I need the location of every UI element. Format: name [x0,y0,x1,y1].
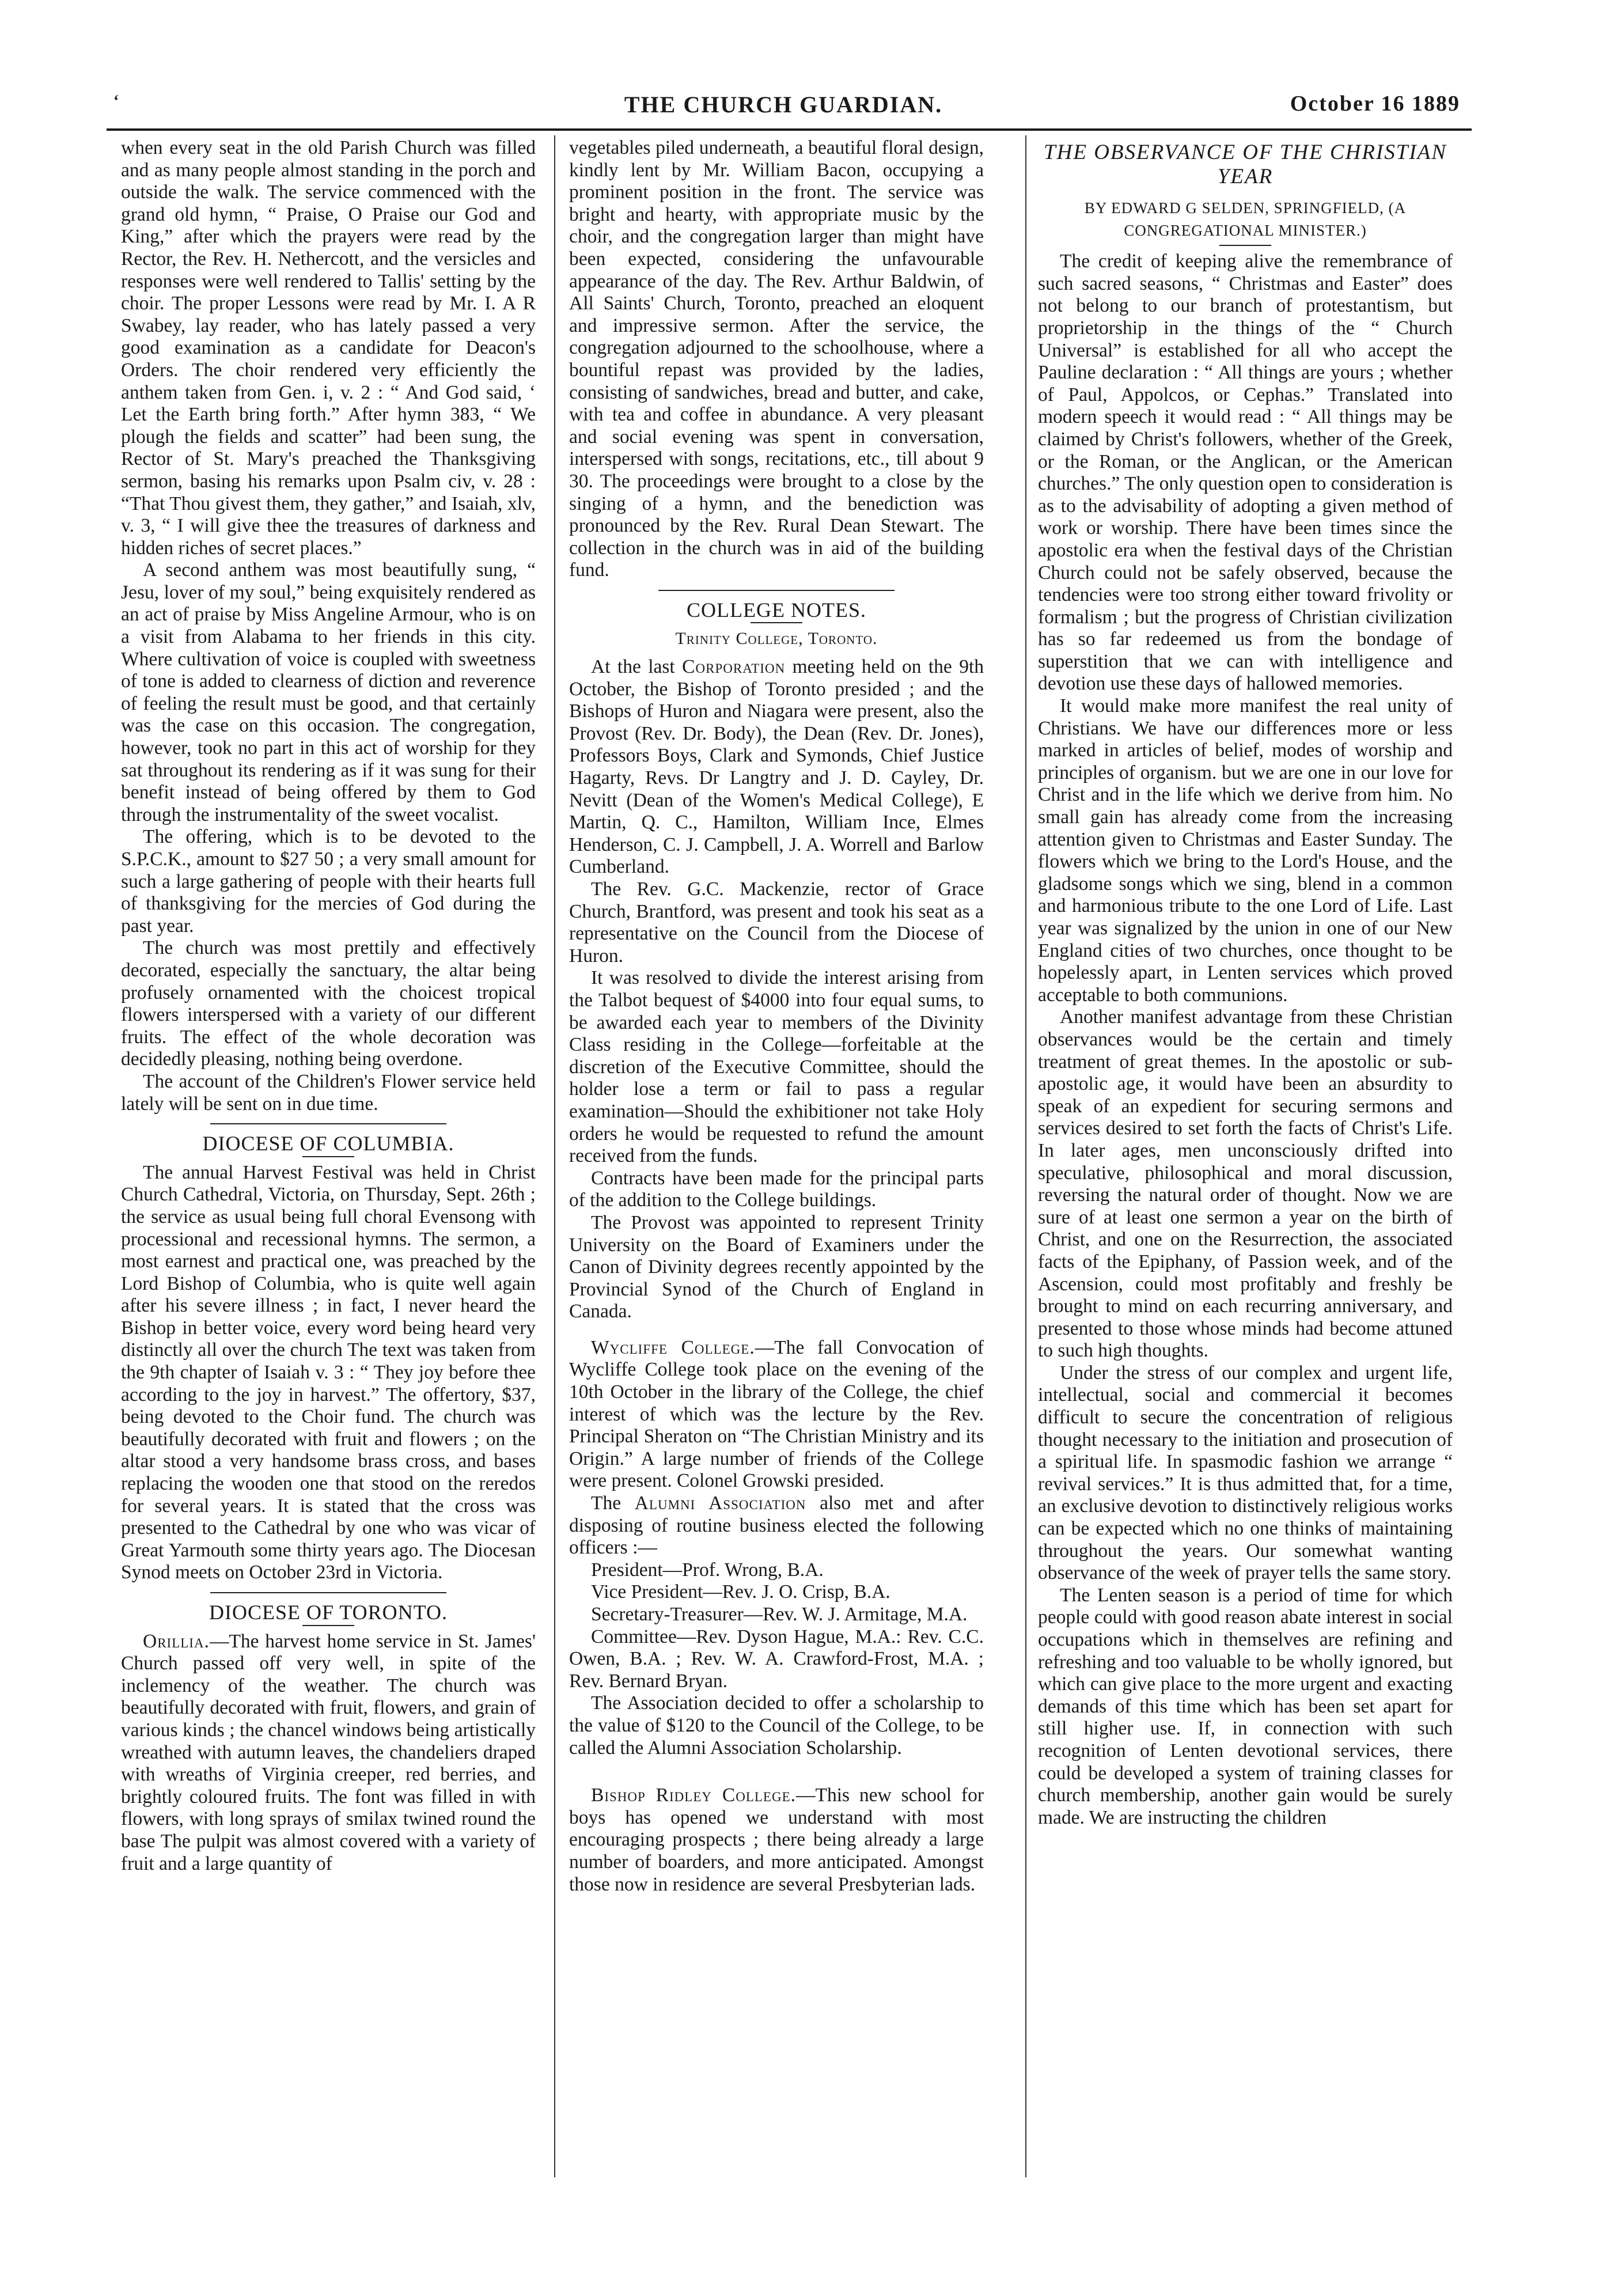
section-heading-columbia: DIOCESE OF COLUMBIA. [202,1132,454,1155]
paragraph-text: The [591,1492,635,1514]
article-paragraph: It was resolved to divide the interest arising from the Talbot bequest of $4000 into four equal sums, to be awarded each year to members of the Divinity Class residing in the College—forfeitable at the discretion of the Executive Committee, should the holder lose a term or fail to pass a regular examination—Should the exhibitioner not take Holy orders he would be requested to refund the amount received from the funds. [569,967,984,1167]
paragraph-text: —The fall Convocation of Wycliffe College took place on the evening of the 10th October in the library of the College, the chief interest of which was the lecture by the Rev. Principal Sheraton on “The Christian Ministry and its Origin.” A large number of friends of the College were present. Colonel Growski presided. [569,1336,984,1492]
section-heading-college-notes: COLLEGE NOTES. [687,598,866,622]
column-divider [1025,135,1026,2177]
small-caps-term: Alumni Association [634,1492,806,1514]
column-right [1038,137,1453,2176]
article-paragraph: The church was most prettily and effectively decorated, especially the sanctuary, the altar being profusely ornamented with the choicest tropical flowers interspersed with a variety of our different fruits. The effect of the whole decoration was decidedly pleasing, nothing being overdone. [121,937,536,1070]
article-paragraph [569,656,984,878]
article-paragraph: The Provost was appointed to represent Trinity University on the Board of Examiners under the Canon of Divinity degrees recently appointed by the Provincial Synod of the Church of England in Canada. [569,1211,984,1323]
paragraph-text: —This new school for boys has opened we understand with most encouraging prospects ; there being already a large number of boarders, and more anticipated. Amongst those now in residence are several Presbyterian lads. [569,1784,984,1895]
paragraph-text: also met and after disposing of routine business elected the following officers :— [569,1492,984,1559]
article-paragraph: The credit of keeping alive the remembrance of such sacred seasons, “ Christmas and Easter” does not belong to our branch of protestantism, but proprietorship in the things of the “ Church Universal” is established for all who accept the Pauline declaration : “ All things are yours ; whether of Paul, Appolcos, or Cephas.” Translated into modern speech it would read : “ All things may be claimed by Christ's followers, whether of the Greek, or the Roman, or the Anglican, or the American churches.” The only question open to consideration is as to the advisability of adopting a given method of work or worship. There have been times since the apostolic era when the festival days of the Christian Church could not be safely observed, because the tendencies were too strong either toward frivolity or formalism ; but the progress of Christian civilization has so far redeemed us from the bondage of superstition that we can with intelligence and devotion use these days of hallowed memories. [1038,251,1453,695]
officer-line: Vice President—Rev. J. O. Crisp, B.A. [591,1581,890,1603]
newspaper-title: THE CHURCH GUARDIAN. [624,92,943,118]
run-in-heading: Orillia. [143,1630,210,1652]
section-rule [210,1592,446,1593]
article-byline: BY EDWARD G SELDEN, SPRINGFIELD, (A CONGREGATIONAL MINISTER.) [1084,199,1407,239]
article-title: THE OBSERVANCE OF THE CHRISTIAN YEAR [1044,141,1447,188]
paragraph-text: At the last [591,656,683,678]
article-paragraph [121,1631,536,1876]
article-paragraph: when every seat in the old Parish Church was filled and as many people almost standing in the porch and outside the walk. The service commenced with the grand old hymn, “ Praise, O Praise our God and King,” after which the prayers were read by the Rector, the Rev. H. Nethercott, and the versicles and responses were well rendered to Tallis' setting by the choir. The proper Lessons were read by Mr. I. A R Swabey, lay reader, who has lately passed a very good examination as a candidate for Deacon's Orders. The choir rendered very efficiently the anthem taken from Gen. i, v. 2 : “ And God said, ‘ Let the Earth bring forth.” After hymn 383, “ We plough the fields and scatter” had been sung, the Rector of St. Mary's preached the Thanksgiving sermon, basing his remarks upon Psalm civ, v. 28 : “That Thou givest them, they gather,” and Isaiah, xlv, v. 3, “ I will give thee the treasures of darkness and hidden riches of secret places.” [121,137,536,559]
header-rule [107,128,1472,131]
officer-line: President—Prof. Wrong, B.A. [591,1559,824,1581]
short-rule [1219,245,1271,246]
short-rule [302,1625,354,1626]
section-rule [210,1123,446,1124]
small-caps-term: Corporation [682,656,786,678]
run-in-heading: Wycliffe College. [591,1336,755,1358]
paragraph-text: —The harvest home service in St. James' Church passed off very well, in spite of the inclemency of the weather. The church was beautifully decorated with fruit, flowers, and grain of various kinds ; the chancel windows being artistically wreathed with autumn leaves, the chandeliers draped with wreaths of Virginia creeper, red berries, and brightly coloured fruits. The font was filled in with flowers, with long sprays of smilax twined round the base The pulpit was almost covered with a variety of fruit and a large quantity of [121,1630,536,1874]
article-paragraph: It would make more manifest the real unity of Christians. We have our differences more or less marked in articles of belief, modes of worship and principles of organism. but we are one in our love for Christ and in the life which we derive from him. No small gain has already come from the increasing attention given to Christmas and Easter Sunday. The flowers which we bring to the Lord's House, and the gladsome songs which we sing, blend in a common and harmonious tribute to the one Lord of Life. Last year was signalized by the union in one of our New England cities of two churches, once thought to be hopelessly apart, in Lenten services which proved acceptable to both communions. [1038,695,1453,1006]
column-left [121,137,536,2176]
article-paragraph [569,1784,984,1896]
section-rule [658,590,895,591]
article-paragraph: Under the stress of our complex and urgent life, intellectual, social and commercial it becomes difficult to secure the concentration of religious thought necessary to the initiation and prosecution of a spiritual life. In spasmodic fashion we arrange “ revival services.” It is thus admitted that, for a time, an exclusive devotion to distinctively religious works can be expected which no one thinks of maintaining throughout the years. Our somewhat wanting observance of the week of prayer tells the same story. [1038,1362,1453,1584]
article-paragraph [569,1492,984,1559]
article-paragraph: The Association decided to offer a scholarship to the value of $120 to the Council of the College, to be called the Alumni Association Scholarship. [569,1692,984,1759]
article-paragraph: A second anthem was most beautifully sung, “ Jesu, lover of my soul,” being exquisitely rendered as an act of praise by Miss Angeline Armour, who is on a visit from Alabama to her friends in this city. Where cultivation of voice is coupled with sweetness of tone is added to clearness of diction and reverence of feeling the result must be good, and that certainly was the case on this occasion. The congregation, however, took no part in this act of worship for they sat throughout its rendering as if it was sung for their benefit instead of being offered by them to God through the instrumentality of the sweet vocalist. [121,559,536,825]
article-paragraph: The offering, which is to be devoted to the S.P.C.K., amount to $27 50 ; a very small amount for such a large gathering of people with their hearts full of thanksgiving for the mercies of God during the past year. [121,826,536,937]
article-paragraph: Another manifest advantage from these Christian observances would be the certain and timely treatment of great themes. In the apostolic or sub-apostolic age, it would have been an absurdity to speak of an expedient for securing sermons and services desired to set forth the facts of Christ's Life. In later ages, men unconsciously drifted into speculative, philosophical and moral discussion, reversing the natural order of thought. Now we are sure of at least one sermon a year on the birth of Christ, and one on the Resurrection, the associated facts of the Epiphany, of Passion week, and of the Ascension, could most profitably and freshly be brought to mind on each recurring anniversary, and presented to those whose minds had become attuned to such high thoughts. [1038,1006,1453,1362]
paragraph-text: meeting held on the 9th October, the Bishop of Toronto presided ; and the Bishops of Huron and Niagara were present, also the Provost (Rev. Dr. Body), the Dean (Rev. Dr. Jones), Professors Boys, Clark and Symonds, Chief Justice Hagarty, Revs. Dr Langtry and J. D. Cayley, Dr. Nevitt (Dean of the Women's Medical College), E Martin, Q. C., Hamilton, William Ince, Elmes Henderson, C. J. Campbell, J. A. Worrell and Barlow Cumberland. [569,656,984,878]
short-rule [751,622,802,623]
article-paragraph: Contracts have been made for the principal parts of the addition to the College buildings. [569,1167,984,1211]
article-paragraph [569,1337,984,1492]
short-rule [302,1156,354,1157]
subheading-trinity: Trinity College, Toronto. [675,629,878,649]
stray-mark: ‘ [113,92,120,110]
run-in-heading: Bishop Ridley College. [591,1784,796,1806]
running-head [101,86,1466,127]
article-paragraph: The Lenten season is a period of time for which people could with good reason abate interest in social occupations which in themselves are refining and refreshing and too valuable to be wholly ignored, but which can give place to the more urgent and exacting demands of this time which has been set apart for still higher use. If, in connection with such recognition of Lenten devotional services, there could be developed a system of training classes for church membership, another gain would be surely made. We are instructing the children [1038,1584,1453,1828]
officer-line: Committee—Rev. Dyson Hague, M.A.: Rev. C.C. Owen, B.A. ; Rev. W. A. Crawford-Frost, M.A. ; Rev. Bernard Bryan. [569,1626,984,1692]
issue-date: October 16 1889 [1290,92,1460,116]
section-heading-toronto: DIOCESE OF TORONTO. [209,1601,448,1624]
article-paragraph: The annual Harvest Festival was held in Christ Church Cathedral, Victoria, on Thursday, Sept. 26th ; the service as usual being full choral Evensong with processional and recessional hymns. The sermon, a most earnest and practical one, was preached by the Lord Bishop of Columbia, who is quite well again after his severe illness ; in fact, I never heard the Bishop in better voice, every word being heard very distinctly all over the church The text was taken from the 9th chapter of Isaiah v. 3 : “ They joy before thee according to the joy in harvest.” The offertory, $37, being devoted to the Choir fund. The church was beautifully decorated with fruit and flowers ; on the altar stood a very handsome brass cross, and bases replacing the wooden one that stood on the reredos for several years. It is stated that the cross was presented to the Cathedral by one who was vicar of Great Yarmouth some thirty years ago. The Diocesan Synod meets on October 23rd in Victoria. [121,1161,536,1583]
spacer [569,1323,984,1337]
article-paragraph: The account of the Children's Flower service held lately will be sent on in due time. [121,1070,536,1115]
spacer [569,1759,984,1784]
article-paragraph: vegetables piled underneath, a beautiful floral design, kindly lent by Mr. William Bacon, occupying a prominent position in the front. The service was bright and hearty, with appropriate music by the choir, and the congregation larger than might have been expected, considering the unfavourable appearance of the day. The Rev. Arthur Baldwin, of All Saints' Church, Toronto, preached an eloquent and impressive sermon. After the service, the congregation adjourned to the schoolhouse, where a bountiful repast was provided by the ladies, consisting of sandwiches, bread and butter, and cake, with tea and coffee in abundance. A very pleasant and social evening was spent in conversation, interspersed with songs, recitations, etc., till about 9 30. The proceedings were brought to a close by the singing of a hymn, and the benediction was pronounced by the Rev. Rural Dean Stewart. The collection in the church was in aid of the building fund. [569,137,984,581]
column-middle [569,137,984,2176]
column-divider [554,135,555,2177]
officer-line: Secretary-Treasurer—Rev. W. J. Armitage, M.A. [591,1604,968,1625]
article-paragraph: The Rev. G.C. Mackenzie, rector of Grace Church, Brantford, was present and took his seat as a representative on the Council from the Diocese of Huron. [569,878,984,967]
